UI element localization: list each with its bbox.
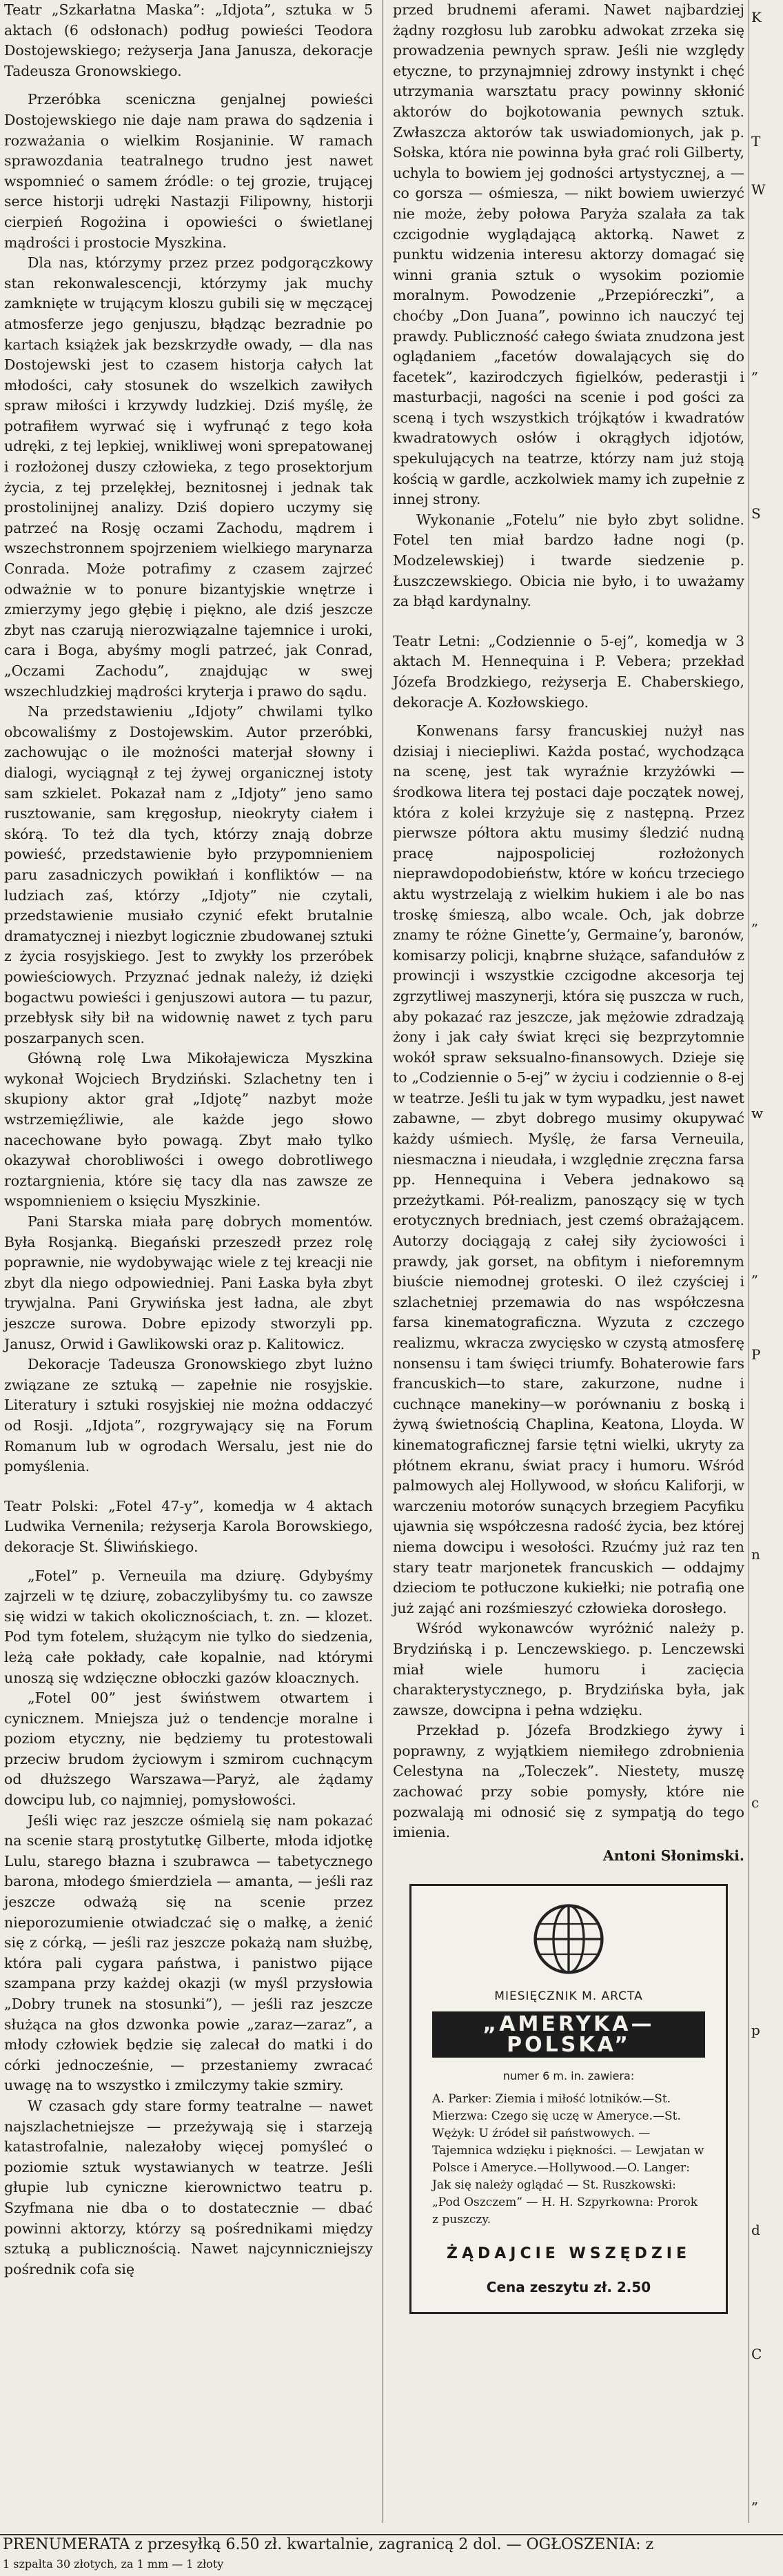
edge-fragment: d xyxy=(751,2222,760,2238)
middle-column xyxy=(393,0,744,2314)
advertisement-ameryka-polska xyxy=(409,1884,728,2314)
paragraph: Wśród wykonawców wyróżnić należy p. Brydzińską i p. Lenczewskiego. p. Lenczewski miał wiele humoru i zacięcia charakterystycznego, p. Brydzińska była, jak zawsze, dowcipna i pełna wdzięku. xyxy=(393,1620,744,1718)
edge-fragment: K xyxy=(751,9,762,26)
edge-fragment: P xyxy=(751,1346,761,1363)
ad-price: Cena zeszytu zł. 2.50 xyxy=(486,2279,651,2296)
globe-logo-icon xyxy=(531,1901,607,1977)
edge-fragment: c xyxy=(751,1794,760,1811)
ad-issue-line: numer 6 m. in. zawiera: xyxy=(502,2069,635,2083)
paragraph: Przekład p. Józefa Brodzkiego żywy i poprawny, z wyjątkiem niemiłego zdrobnienia Celestyna na „Toleczek”. Niestety, muszę zachować przy sobie pomysły, które nie pozwalają mi odnosić się z sympatją do tego imienia. xyxy=(393,1722,744,1841)
paragraph: „Fotel” p. Verneuila ma dziurę. Gdybyśmy zajrzeli w tę dziurę, zobaczylibyśmy tu. co zawsze się widzi w takich okolicznościach, t. zn. — klozet. Pod tym fotelem, służącym nie tylko do siedzenia, leżą całe pokłady, całe kopalnie, nad którymi unoszą się wdzięczne obłoczki gazów kloacznych. xyxy=(4,1567,373,1686)
paragraph: Na przedstawieniu „Idjoty” chwilami tylko obcowaliśmy z Dostojewskim. Autor przeróbki, zachowując o ile możności materjał słowny i dialogi, wyciągnął z tej żywej organicznej istoty sam szkielet. Pokazał nam z „Idjoty” jeno samo rusztowanie, sam kręgosłup, nieokryty ciałem i skórą. To też dla tych, którzy znają dobrze powieść, przedstawienie było przypomnieniem paru zasadniczych powikłań i konfliktów — na ludziach zaś, którzy „Idjoty” nie czytali, przedstawienie musiało czynić efekt brutalnie dramatycznej i niezbyt logicznie zbudowanej sztuki z życia rosyjskiego. Jest to zwykły los przeróbek powieściowych. Przyznać jednak należy, iż dzięki bogactwu powieści i genjuszowi autora — tu pazur, przebłysk siły bił na widownię nawet z tych paru poszarpanych scen. xyxy=(4,703,373,1046)
paragraph: Przeróbka sceniczna genjalnej powieści Dostojewskiego nie daje nam prawa do sądzenia i rozważania o wielkim Rosjaninie. W ramach sprawozdania teatralnego trudno jest nawet wspomnieć o samem źródle: o tej grozie, trującej serce historji udręki Nastazji Filipowny, historji cierpień Rogożina i opowieści o świetlanej mądrości i prostocie Myszkina. xyxy=(4,91,373,251)
edge-fragment: n xyxy=(751,1546,760,1563)
paragraph: Wykonanie „Fotelu” nie było zbyt solidne. Fotel ten miał bardzo ładne nogi (p. Modzelewskiej) i twarde siedzenie p. Łuszczewskiego. Obicia nie było, i to uważamy za błąd kardynalny. xyxy=(393,511,744,610)
paragraph: Główną rolę Lwa Mikołajewicza Myszkina wykonał Wojciech Brydziński. Szlachetny ten i skupiony aktor grał „Idjotę” nazbyt może wstrzemięźliwie, ale każde jego słowo nacechowane było powagą. Zbyt mało tylko okazywał chorobliwości i owego dobrotliwego roztargnienia, które się tacy dla nas zawsze ze wspomnieniem o księciu Myszkinie. xyxy=(4,1050,373,1210)
edge-fragment: „ xyxy=(751,2491,759,2507)
edge-fragment: p xyxy=(751,2022,760,2038)
paragraph: przed brudnemi aferami. Nawet najbardziej żądny rozgłosu lub zarobku adwokat zrzeka się prowadzenia pewnych spraw. Jeśli nie względy etyczne, to przynajmniej zdrowy instynkt i chęć utrzymania warsztatu pracy powinny skłonić aktorów do bojkotowania pewnych sztuk. Zwłaszcza aktorów tak uswiadomionych, jak p. Sołska, która nie powinna była grać roli Gilberty, uchyla to bowiem jej godności artystycznej, a — co gorsza — ośmiesza, — nikt bowiem uwierzyć nie może, żeby połowa Paryża szalała za tak czcigodnie wyglądającą aktorką. Nawet z punktu widzenia interesu aktorzy domagać się winni grania sztuk o wysokim poziomie moralnym. Powodzenie „Przepióreczki”, a choćby „Don Juana”, powinno ich nauczyć tej prawdy. Publiczność całego świata znudzona jest oglądaniem „facetów dowalających się do facetek”, kazirodczych figielków, pederastji i masturbacji, nagości na scenie i pod gości za sceną i tych wszystkich trójkątów i kwadratów kwadratowych osłów i okrągłych idjotów, spekulujących na teatrze, którzy nam już stoją kością w gardle, aczkolwiek mamy ich zupełnie z innej strony. xyxy=(393,1,744,508)
review-header-fotel: Teatr Polski: „Fotel 47-y”, komedja w 4 aktach Ludwika Vernenila; reżyserja Karola Borowskiego, dekoracje St. Śliwińskiego. xyxy=(4,1497,373,1555)
paragraph: Konwenans farsy francuskiej nużył nas dzisiaj i nieciepliwi. Każda postać, wychodząca na scenę, jest tak wyraźnie krzyżówki — środkowa litera tej postaci daje początek nowej, która z kolei krzyżuje się z następną. Przez pierwsze półtora aktu musimy śledzić nudną pracę najpospoliciej rozłożonych nieprawdopodobieństw, które w końcu trzeciego aktu wystrzelają z wielkim hukiem i ale bo nas troskę śmieszą, albo wcale. Och, jak dobrze znamy te różne Ginetteʼy, Germaineʼy, baronów, komisarzy policji, knąbrne służące, safandułów z prowincji i wszystkie czcigodne akcesorja tej zgrzytliwej maszynerji, która się puszcza w ruch, aby pokazać raz jeszcze, jak mężowie zdradzają żony i jak cały świat kręci się bezprzytomnie wokół spraw seksualno-finansowych. Dzieje się to „Codziennie o 5-ej” w życiu i codziennie o 8-ej w teatrze. Jeśli tu jak w tym wypadku, jest nawet zabawne, — zbyt dobrego musimy okupywać każdy uśmiech. Myślę, że farsa Verneuila, niesmaczna i nieudała, i względnie zręczna farsa pp. Hennequina i Vebera jednakowo są przeżytkami. Pół-realizm, panoszący się w tych erotycznych bredniach, jest czemś obrażającem. Autorzy dociągają z całej siły życiowości i prawdy, jak gorset, na obfitym i nieforemnym biuście niemodnej groteski. O ileż czyściej i szlachetniej przemawia do nas współczesna farsa kinematograficzna. Wyzuta z czczego realizmu, wkracza zwycięsko w czystą atmosferę nonsensu i tam święci triumfy. Bohaterowie fars francuskich—to stare, zakurzone, nudne i cuchnące manekiny—w porównaniu z boską i żywą świetnością Chaplina, Keatona, Lloyda. W kinematograficznej farsie tętni wielki, ukryty za płótnem ekranu, świat pracy i humoru. Wśród palmowych alej Hollywood, w słońcu Kaliforji, w warczeniu motorów sunących brzegiem Pacyfiku ujawnia się współczesna radość życia, bez której niema dowcipu i wesołości. Rzućmy już raz ten stary teatr marjonetek francuskich — oddajmy dzieciom te potłuczone kukiełki; nie potrafią one już zająć ani rozśmieszyć człowieka dorosłego. xyxy=(393,722,744,1616)
left-column xyxy=(4,0,373,2280)
ad-publisher: MIESIĘCZNIK M. ARCTA xyxy=(494,1989,643,2004)
ad-call-to-action: ŻĄDAJCIE WSZĘDZIE xyxy=(447,2244,691,2262)
edge-fragment: C xyxy=(751,2346,762,2362)
edge-fragment: „ xyxy=(751,912,759,929)
paragraph: W czasach gdy stare formy teatralne — nawet najszlachetniejsze — przeżywają się i starzeją katastrofalnie, nalezałoby więcej pomyśleć o poziomie sztuk wystawianych w teatrze. Jeśli głupie lub cyniczne kierownictwo teatru p. Szyfmana nie dba o to dostatecznie — dbać powinni aktorzy, którzy są pośrednikami między sztuką a publicznością. Nawet najcynniczniejszy pośrednik cofa się xyxy=(4,2097,373,2278)
footer-text: PRENUMERATA z przesyłką 6.50 zł. kwartalnie, zagranicą 2 dol. — OGŁOSZENIA: z xyxy=(3,2536,654,2553)
signature: Antoni Słonimski. xyxy=(602,1847,744,1864)
paragraph: Jeśli więc raz jeszcze ośmielą się nam pokazać na scenie starą prostytutkę Gilberte, młoda idjotkę Lulu, starego błazna i szubrawca — tabetycznego barona, młodego śmierdziela — amanta, — jeśli raz jeszcze odważą się na scenie przez nieporozumienie otwiadczać się o małkę, a żenić się z córką, — jeśli raz jeszcze pokażą nam służbę, która pali cygara państwa, i panistwo pijące szampana przy każdej okazji (w myśl przysłowia „Dobry trunek na stosunki”), — jeśli raz jeszcze służąca na głos dzwonka powie „zaraz—zaraz”, a młody człowiek będzie się zalecał do matki i do córki jednocześnie, — przestaniemy zwracać uwagę na to wszystko i zmilczymy takie szmiry. xyxy=(4,1812,373,2094)
paragraph: „Fotel 00” jest świństwem otwartem i cynicznem. Mniejsza już o tendencje moralne i poziom etyczny, nie będziemy tu protestowali przeciw brudom życiowym i szmirom cuchnącym od dłuższego Warszawa—Paryż, ale żądamy dowcipu lub, co najmniej, pomysłowości. xyxy=(4,1690,373,1809)
paragraph: Dekoracje Tadeusza Gronowskiego zbyt lużno związane ze sztuką — zapełnie nie rosyjskie. Literatury i sztuki rosyjskiej nie można oddaczyć od Rosji. „Idjota”, rozgrywający się na Forum Romanum lub w ogrodach Wersalu, jest nie do pomyślenia. xyxy=(4,1356,373,1475)
ad-contents-text: A. Parker: Ziemia i miłość lotników.—St. Mierzwa: Czego się uczę w Ameryce.—St. Wężyk: U źródeł sił państwowych. — Tajemnica wdzięku i piękności. — Lewjatan w Polsce i Ameryce.—Hollywood.—O. Langer: Jak się należy oglądać — St. Ruszkowski: „Pod Oszczem” — H. H. Szpyrkowna: Prorok z puszczy. xyxy=(432,2091,704,2227)
ad-title: „AMERYKA—POLSKA” xyxy=(432,2011,705,2058)
right-edge-column xyxy=(751,0,783,2509)
edge-fragment: „ xyxy=(751,1264,759,1280)
edge-fragment: S xyxy=(751,505,761,522)
footer-subtext: 1 szpalta 30 złotych, za 1 mm — 1 złoty xyxy=(3,2557,224,2570)
edge-fragment: W xyxy=(751,181,766,198)
review-header-idiot: Teatr „Szkarłatna Maska”: „Idjota”, sztuka w 5 aktach (6 odsłonach) podług powieści Teodora Dostojewskiego; reżyserja Jana Janusza, dekoracje Tadeusza Gronowskiego. xyxy=(4,1,373,79)
ad-contents xyxy=(432,2091,705,2229)
edge-fragment: „ xyxy=(751,361,759,377)
subscription-footer xyxy=(0,2534,783,2576)
review-header-codziennie: Teatr Letni: „Codziennie o 5-ej”, komedja w 3 aktach M. Hennequina i P. Vebera; przekład Józefa Brodzkiego, reżyserja E. Chaberskiego, dekoracje A. Kozłowskiego. xyxy=(393,632,744,711)
paragraph: Dla nas, którzymy przez przez podgorączkowy stan rekonwalescencji, którzymy jak muchy zamknięte w trującym kloszu gubili się w męczącej atmosferze jego genjuszu, błądząc bezradnie po kartach książek jak bezskrzydłe owady, — dla nas Dostojewski jest to czasem historja całych lat młodości, cały stosunek do wszelkich zawiłych spraw miłości i krzywdy ludzkiej. Dziś myślę, że potrafiłem wyrwać się i wyfrunąć z tego koła udręki, z tej lepkiej, wnikliwej woni sprepatowanej i rozłożonej duszy człowieka, z tego prosektorjum życia, z tej przelękłej, beznitosnej i jednak tak prostolinijnej analizy. Dziś dopiero uczymy się patrzeć na Rosję oczami Zachodu, mądrem i wszechstronnem spojrzeniem wielkiego marynarza Conrada. Może potrafimy z czasem zajrzeć odważnie w to ponure bizantyjskie wnętrze i zmierzymy jego głębię i piękno, ale dziś jeszcze zbyt nas czarują nierozwiązalne tajemnice i uroki, cara i Boga, abyśmy mogli patrzeć, jak Conrad, „Oczami Zachodu”, znajdując w swej wszechludzkiej mądrości kryterja i prawo do sądu. xyxy=(4,254,373,700)
edge-fragment: T xyxy=(751,133,761,150)
edge-fragment: w xyxy=(751,1105,764,1122)
paragraph: Pani Starska miała parę dobrych momentów. Była Rosjanką. Biegański przeszedł przez rolę poprawnie, nie wydobywając wiele z tej kreacji nie zbyt dla niego odpowiedniej. Pani Łaska była zbyt trywjalna. Pani Grywińska jest ładna, ale zbyt jeszcze surowa. Dobre epizody stworzyli pp. Janusz, Orwid i Gawlikowski oraz p. Kalitowicz. xyxy=(4,1213,373,1352)
